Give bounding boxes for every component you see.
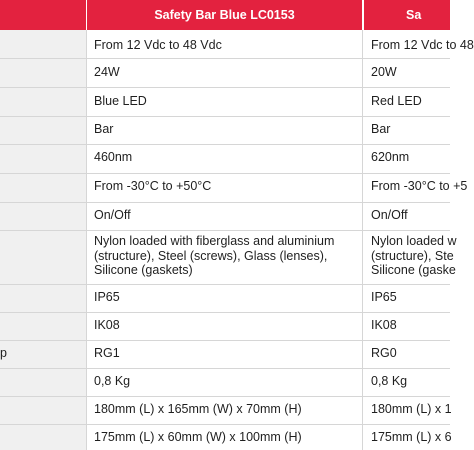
row-value-b-line: (structure), Ste (371, 248, 454, 263)
row-value-b: Red LED (371, 94, 422, 108)
row-label (0, 59, 86, 87)
row-value-a: 460nm (94, 150, 133, 164)
row-value-a-line: (structure), Steel (screws), Glass (lenses), (94, 248, 328, 263)
row-value-a: RG1 (94, 346, 120, 360)
table-row (0, 30, 474, 59)
row-label (0, 231, 86, 284)
row-value-b: IK08 (371, 318, 397, 332)
row-value-b: 20W (371, 65, 397, 79)
row-value-b: 0,8 Kg (371, 374, 408, 388)
row-value-a: IP65 (94, 290, 120, 304)
row-value-b: IP65 (371, 290, 397, 304)
row-label (0, 313, 86, 340)
row-label (0, 397, 86, 424)
row-label (0, 425, 86, 450)
row-label (0, 285, 86, 312)
row-value-a-line: Nylon loaded with fiberglass and aluminium (94, 234, 335, 248)
row-value-a: 24W (94, 65, 120, 79)
row-label (0, 30, 86, 58)
row-value-b: Bar (371, 122, 391, 136)
column-divider (362, 30, 363, 450)
table-row (0, 231, 457, 285)
row-value-a: Blue LED (94, 94, 147, 108)
header-product-b: Sa (364, 0, 450, 30)
row-label (0, 88, 86, 116)
row-value-b: On/Off (371, 208, 408, 222)
table-row (0, 88, 450, 117)
row-value-b: 620nm (371, 150, 410, 164)
row-value-b-line: Silicone (gaske (371, 263, 456, 277)
row-value-a: Bar (94, 122, 114, 136)
table-row (0, 369, 450, 397)
row-value-a: IK08 (94, 318, 120, 332)
row-value-a-line: Silicone (gaskets) (94, 263, 193, 277)
row-value-a: On/Off (94, 208, 131, 222)
row-label (0, 145, 86, 173)
row-label (0, 174, 86, 202)
row-value-b: 175mm (L) x 6 (371, 430, 452, 444)
header-product-a: Safety Bar Blue LC0153 (87, 0, 362, 30)
row-value-b (364, 231, 457, 284)
row-value-b: 180mm (L) x 1 (371, 402, 452, 416)
table-row (0, 313, 450, 341)
column-divider (86, 30, 87, 450)
row-label (0, 117, 86, 144)
table-header-row (0, 0, 450, 30)
row-value-a: 175mm (L) x 60mm (W) x 100mm (H) (94, 430, 302, 444)
row-value-a: From 12 Vdc to 48 Vdc (94, 38, 222, 52)
row-value-a: 180mm (L) x 165mm (W) x 70mm (H) (94, 402, 302, 416)
row-value-b: RG0 (371, 346, 397, 360)
table-row (0, 285, 450, 313)
row-label: p (0, 341, 86, 368)
row-value-b: From 12 Vdc to 48 (371, 38, 474, 52)
table-row (0, 425, 450, 450)
row-value-a: 0,8 Kg (94, 374, 131, 388)
table-row (0, 145, 450, 174)
row-value-a: From -30°C to +50°C (94, 179, 212, 193)
row-label (0, 203, 86, 230)
header-cell-label (0, 0, 86, 30)
row-value-a (87, 231, 362, 284)
row-label (0, 369, 86, 396)
row-value-b: From -30°C to +5 (371, 179, 468, 193)
table-row (0, 59, 450, 88)
table-row (0, 203, 450, 231)
table-row (0, 341, 450, 369)
table-row (0, 174, 468, 203)
table-row (0, 117, 450, 145)
table-row (0, 397, 450, 425)
row-value-b-line: Nylon loaded w (371, 234, 457, 248)
